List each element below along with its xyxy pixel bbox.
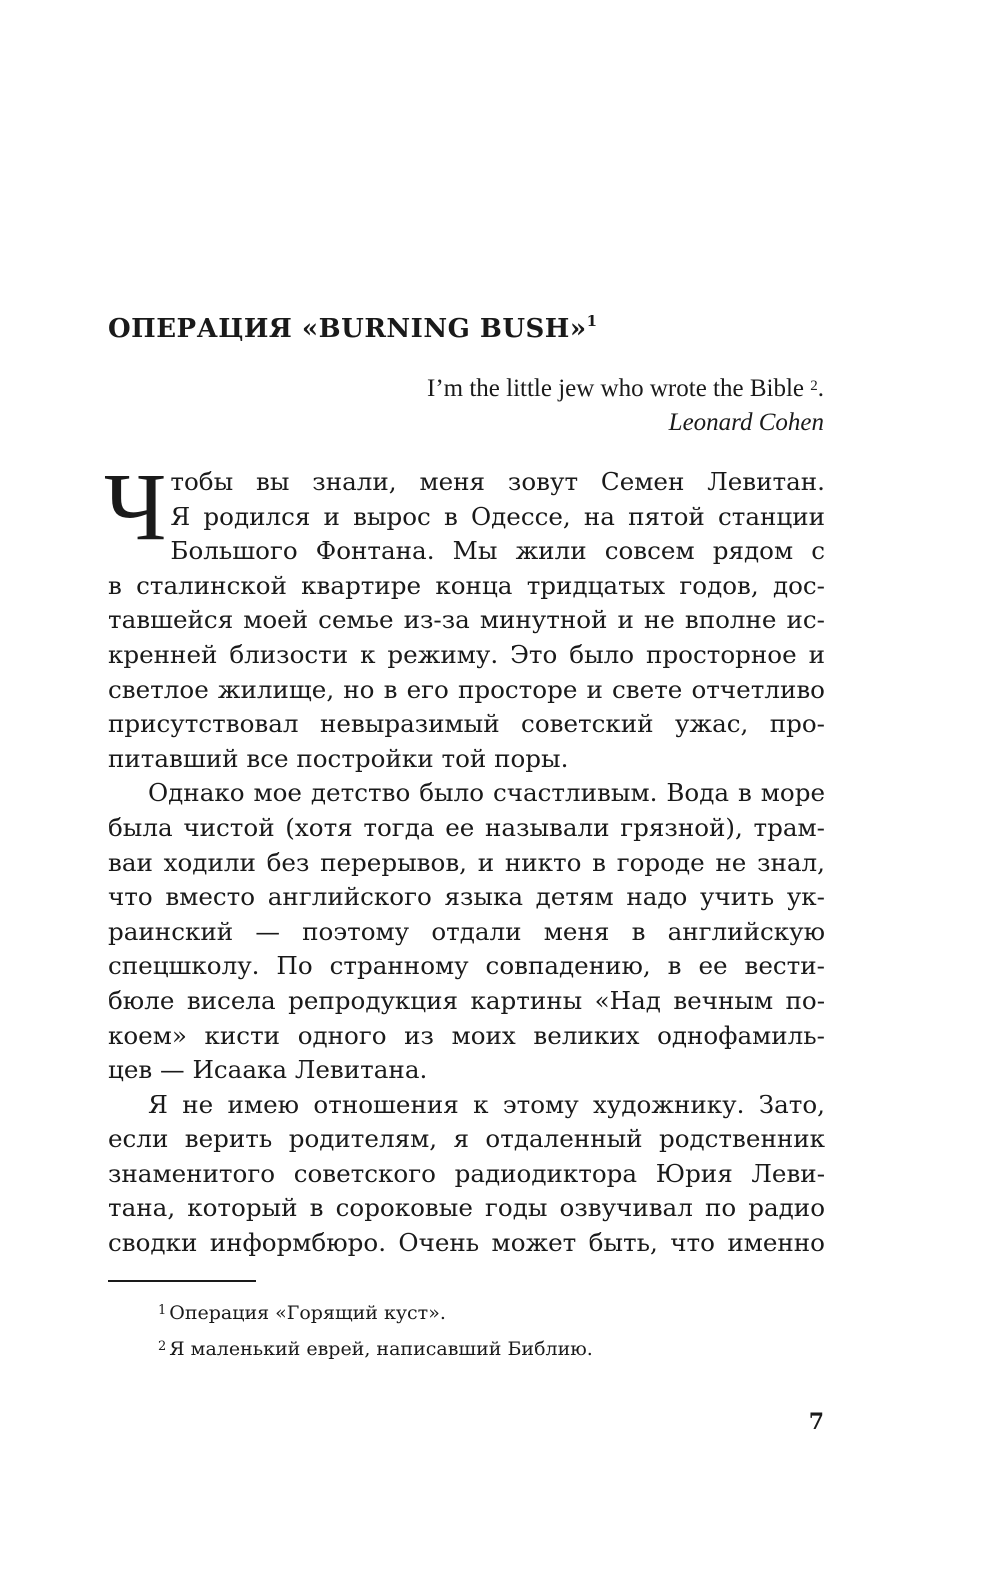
text-line: знаменитого советского радиодиктора Юрия Леви-: [108, 1158, 825, 1188]
text-line: коем» кисти одного из моих великих однофамиль-: [108, 1020, 825, 1050]
footnote-1: [158, 1295, 593, 1331]
page-number: 7: [808, 1409, 824, 1435]
chapter-title-text: ОПЕРАЦИЯ «BURNING BUSH»: [108, 314, 587, 344]
text-line: Я родился и вырос в Одессе, на пятой станции: [170, 501, 825, 531]
text-line: тавшейся моей семье из-за минутной и не вполне ис-: [108, 605, 825, 635]
text-line: если верить родителям, я отдаленный родственник: [108, 1124, 825, 1154]
footnote-divider: [108, 1280, 256, 1282]
epigraph-author: Leonard Cohen: [668, 409, 824, 436]
footnote-ref-1[interactable]: 1: [586, 312, 598, 330]
text-line: ваи ходили без перерывов, и никто в городе не знал,: [108, 847, 825, 877]
body-text: [104, 453, 825, 1261]
text-line: что вместо английского языка детям надо учить ук-: [108, 882, 825, 912]
footnote-ref-2[interactable]: 2: [810, 378, 818, 394]
text-line: спецшколу. По странному совпадению, в ее вести-: [108, 951, 825, 981]
text-line: Большого Фонтана. Мы жили совсем рядом с: [170, 536, 825, 566]
text-line: присутствовал невыразимый советский ужас, про-: [108, 709, 825, 739]
drop-cap: Ч: [104, 453, 167, 560]
text-line: была чистой (хотя тогда ее называли грязной), трам-: [108, 812, 825, 842]
paragraph-3: [108, 1088, 825, 1261]
footnote-2: [158, 1331, 593, 1367]
epigraph: [427, 372, 824, 440]
text-line: в сталинской квартире конца тридцатых годов, дос-: [108, 570, 825, 600]
chapter-title: [108, 314, 598, 344]
footnote-text: Операция «Горящий куст».: [169, 1302, 446, 1324]
footnote-number: 1: [158, 1303, 167, 1318]
epigraph-quote-end: .: [817, 375, 824, 402]
text-line: сводки информбюро. Очень может быть, что именно: [108, 1228, 825, 1258]
text-line: раинский — поэтому отдали меня в английскую: [108, 916, 825, 946]
epigraph-quote: [427, 372, 824, 406]
footnotes: [158, 1295, 593, 1367]
text-line: тана, который в сороковые годы озвучивал по радио: [108, 1193, 825, 1223]
text-line: тобы вы знали, меня зовут Семен Левитан.: [170, 467, 825, 496]
text-line: кренней близости к режиму. Это было просторное и: [108, 639, 825, 669]
paragraph-2: [108, 776, 825, 1087]
text-line: бюле висела репродукция картины «Над вечным по-: [108, 985, 825, 1015]
text-line: Однако мое детство было счастливым. Вода в море: [148, 778, 825, 808]
text-line: светлое жилище, но в его просторе и свете отчетливо: [108, 674, 825, 704]
epigraph-quote-text: I’m the little jew who wrote the Bible: [427, 375, 804, 402]
footnote-number: 2: [158, 1339, 167, 1354]
text-line: цев — Исаака Левитана.: [108, 1055, 428, 1085]
text-line: Я не имею отношения к этому художнику. Зато,: [148, 1089, 825, 1119]
text-line: питавший все постройки той поры.: [108, 743, 569, 773]
paragraph-1: [104, 453, 825, 776]
footnote-text: Я маленький еврей, написавший Библию.: [169, 1338, 593, 1360]
